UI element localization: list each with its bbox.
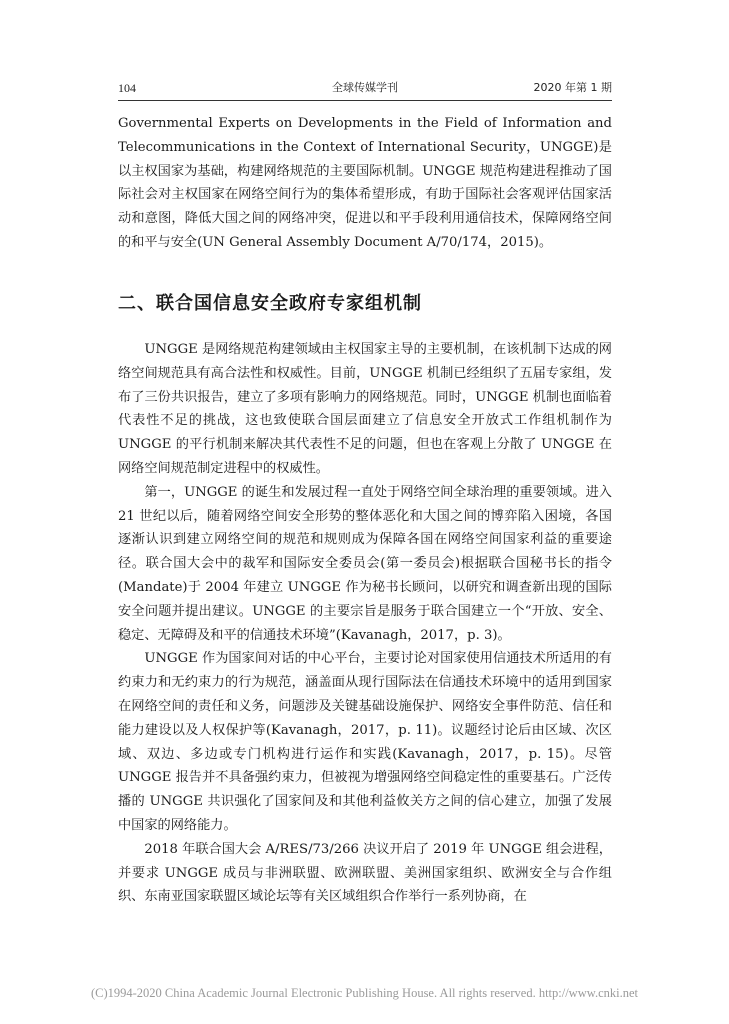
body-paragraph: 第一，UNGGE 的诞生和发展过程一直处于网络空间全球治理的重要领域。进入 21 世纪以后，随着网络空间安全形势的整体恶化和大国之间的博弈陷入困境，各国逐渐认识到建立网络空间的规范和规则成为保障各国在网络空间国家利益的重要途径。联合国大会中的裁军和国际安全委员会(第一委员会)根据联合国秘书长的指令(Mandate)于 2004 年建立 UNGGE 作为秘书长顾问，以研究和调查新出现的国际安全问题并提出建议。UNGGE 的主要宗旨是服务于联合国建立一个“开放、安全、稳定、无障碍及和平的信通技术环境”(Kavanagh，2017，p. 3)。 [118, 484, 612, 643]
section-heading: 二、联合国信息安全政府专家组机制 [118, 293, 422, 314]
body-text [118, 338, 612, 909]
intro-block [118, 112, 612, 255]
running-header [118, 78, 612, 98]
body-paragraph: UNGGE 作为国家间对话的中心平台，主要讨论对国家使用信通技术所适用的有约束力和无约束力的行为规范，涵盖面从现行国际法在信通技术环境中的适用到国家在网络空间的责任和义务，问题涉及关键基础设施保护、网络安全事件防范、信任和能力建设以及人权保护等(Kavanagh，2017，p. 11)。议题经讨论后由区域、次区域、双边、多边或专门机构进行运作和实践(Kavanagh，2017，p. 15)。尽管 UNGGE 报告并不具备强约束力，但被视为增强网络空间稳定性的重要基石。广泛传播的 UNGGE 共识强化了国家间及和其他利益攸关方之间的信心建立，加强了发展中国家的网络能力。 [118, 651, 612, 833]
body-paragraph: UNGGE 是网络规范构建领域由主权国家主导的主要机制，在该机制下达成的网络空间规范具有高合法性和权威性。目前，UNGGE 机制已经组织了五届专家组，发布了三份共识报告，建立了多项有影响力的网络规范。同时，UNGGE 机制也面临着代表性不足的挑战，这也致使联合国层面建立了信息安全开放式工作组机制作为 UNGGE 的平行机制来解决其代表性不足的问题，但也在客观上分散了 UNGGE 在网络空间规范制定进程中的权威性。 [118, 342, 612, 476]
issue-label: 2020 年第 1 期 [533, 81, 612, 94]
copyright-footer: (C)1994-2020 China Academic Journal Electronic Publishing House. All rights reserved. http://www.cnki.net [90, 986, 638, 1000]
intro-paragraph: Governmental Experts on Developments in the Field of Information and Telecommunications in the Context of International Security，UNGGE)是以主权国家为基础，构建网络规范的主要国际机制。UNGGE 规范构建进程推动了国际社会对主权国家在网络空间行为的集体希望形成，有助于国际社会客观评估国家活动和意图，降低大国之间的网络冲突，促进以和平手段利用通信技术，保障网络空间的和平与安全(UN General Assembly Document A/70/174，2015)。 [118, 116, 612, 250]
body-paragraph: 2018 年联合国大会 A/RES/73/266 决议开启了 2019 年 UNGGE 组会进程，并要求 UNGGE 成员与非洲联盟、欧洲联盟、美洲国家组织、欧洲安全与合作组织、东南亚国家联盟区域论坛等有关区域组织合作举行一系列协商，在 [118, 841, 612, 905]
journal-title: 全球传媒学刊 [332, 81, 398, 94]
header-rule [118, 100, 612, 101]
page-number: 104 [118, 81, 136, 95]
